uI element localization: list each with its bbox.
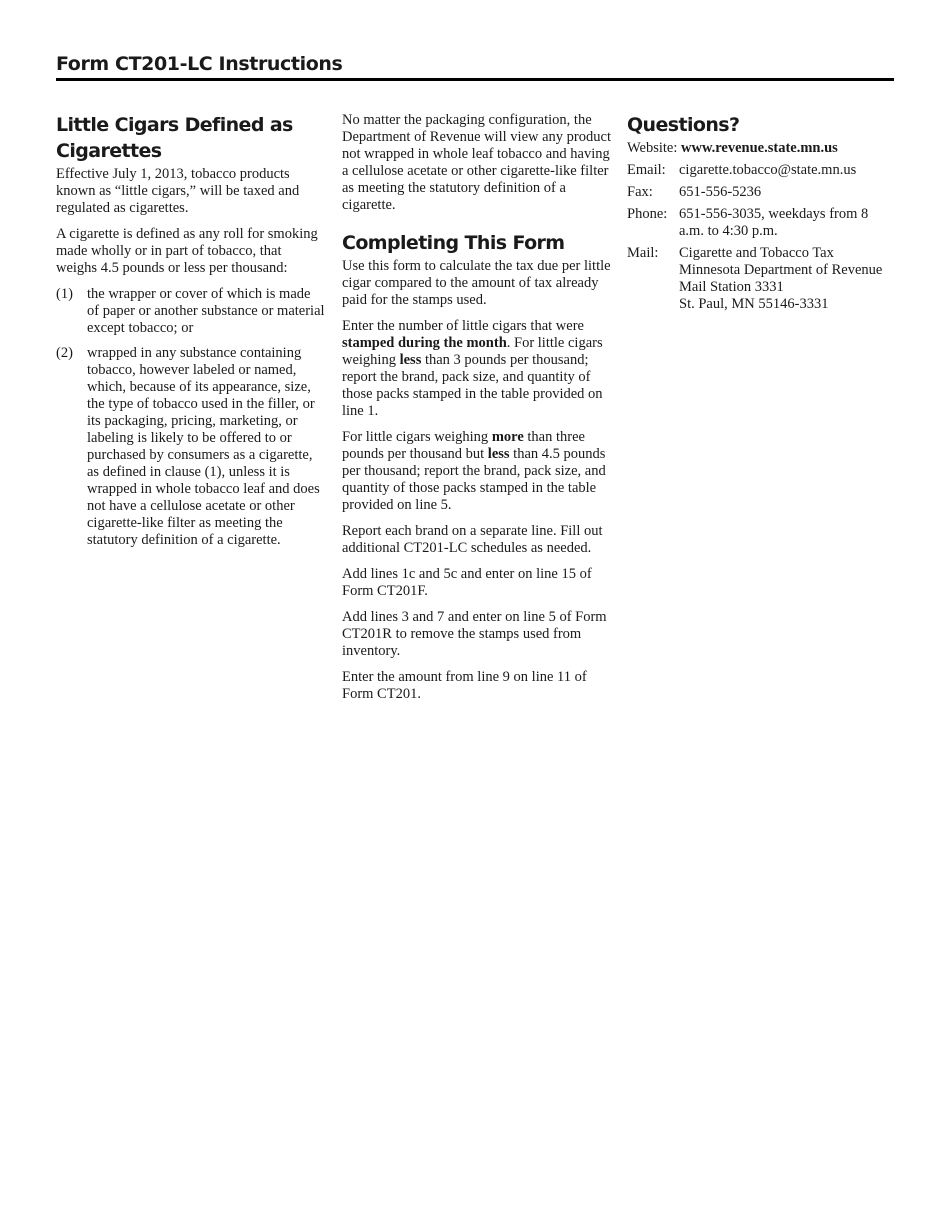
fax-value: 651-556-5236 [679, 184, 762, 200]
list-item-number: (1) [56, 286, 73, 302]
paragraph-stamped-more-than-3: For little cigars weighing more than three pounds per thousand but less than 4.5 pounds per thousand; report the brand, pack size, and quantity of those packs stamped in the table provided on line 5. [342, 429, 606, 513]
website-link[interactable]: www.revenue.state.mn.us [681, 140, 838, 156]
mail-address-line: Mail Station 3331 [679, 279, 784, 295]
phone-value: 651-556-3035, weekdays from 8 a.m. to 4:30 p.m. [679, 206, 869, 239]
column-left [56, 112, 326, 557]
contact-mail [627, 245, 895, 313]
column-right [627, 112, 895, 318]
phone-label: Phone: [627, 206, 668, 222]
email-label: Email: [627, 162, 666, 178]
paragraph-effective-date: Effective July 1, 2013, tobacco products known as “little cigars,” will be taxed and regulated as cigarettes. [56, 166, 300, 216]
list-item-number: (2) [56, 345, 73, 361]
contact-fax [627, 184, 895, 201]
mail-label: Mail: [627, 245, 659, 261]
contact-email [627, 162, 895, 179]
mail-address-line: Minnesota Department of Revenue [679, 262, 883, 278]
email-link[interactable]: cigarette.tobacco@state.mn.us [679, 162, 857, 178]
paragraph-purpose: Use this form to calculate the tax due per little cigar compared to the amount of tax already paid for the stamps used. [342, 258, 611, 308]
paragraph-stamped-less-than-3: Enter the number of little cigars that were stamped during the month. For little cigars weighing less than 3 pounds per thousand; report the brand, pack size, and quantity of those packs stamped in the table provided on line 1. [342, 318, 603, 419]
list-item-text: the wrapper or cover of which is made of paper or another substance or material except tobacco; or [87, 286, 325, 336]
list-item [56, 286, 326, 337]
list-item-text: wrapped in any substance containing tobacco, however labeled or named, which, because of its appearance, size, the type of tobacco used in the filler, or its packaging, pricing, marketing, or labeling is likely to be offered to or purchased by consumers as a cigarette, as defined in clause (1), unless it is wrapped in whole tobacco leaf and does not have a cellulose acetate or other cigarette-like filter as meeting the statutory definition of a cigarette. [87, 345, 320, 548]
website-label: Website: [627, 140, 681, 156]
section-heading-little-cigars: Little Cigars Defined as Cigarettes [56, 114, 293, 162]
paragraph-add-lines-1c-5c: Add lines 1c and 5c and enter on line 15 of Form CT201F. [342, 566, 592, 599]
fax-label: Fax: [627, 184, 653, 200]
list-item [56, 345, 326, 549]
paragraph-cigarette-definition: A cigarette is defined as any roll for smoking made wholly or in part of tobacco, that weighs 4.5 pounds or less per thousand: [56, 226, 318, 276]
mail-address [679, 245, 895, 313]
website-line [627, 140, 895, 157]
column-middle [342, 112, 612, 712]
mail-address-line: Cigarette and Tobacco Tax [679, 245, 834, 261]
paragraph-line-9: Enter the amount from line 9 on line 11 of Form CT201. [342, 669, 587, 702]
section-heading-questions: Questions? [627, 114, 740, 136]
section-heading-completing-form: Completing This Form [342, 232, 565, 254]
paragraph-add-lines-3-7: Add lines 3 and 7 and enter on line 5 of Form CT201R to remove the stamps used from inventory. [342, 609, 607, 659]
mail-address-line: St. Paul, MN 55146-3331 [679, 296, 829, 312]
paragraph-packaging: No matter the packaging configuration, the Department of Revenue will view any product not wrapped in whole leaf tobacco and having a cellulose acetate or other cigarette-like filter as meeting the statutory definition of a cigarette. [342, 112, 611, 213]
contact-phone [627, 206, 895, 240]
page-title: Form CT201-LC Instructions [56, 52, 894, 81]
paragraph-brand-lines: Report each brand on a separate line. Fill out additional CT201-LC schedules as needed. [342, 523, 603, 556]
